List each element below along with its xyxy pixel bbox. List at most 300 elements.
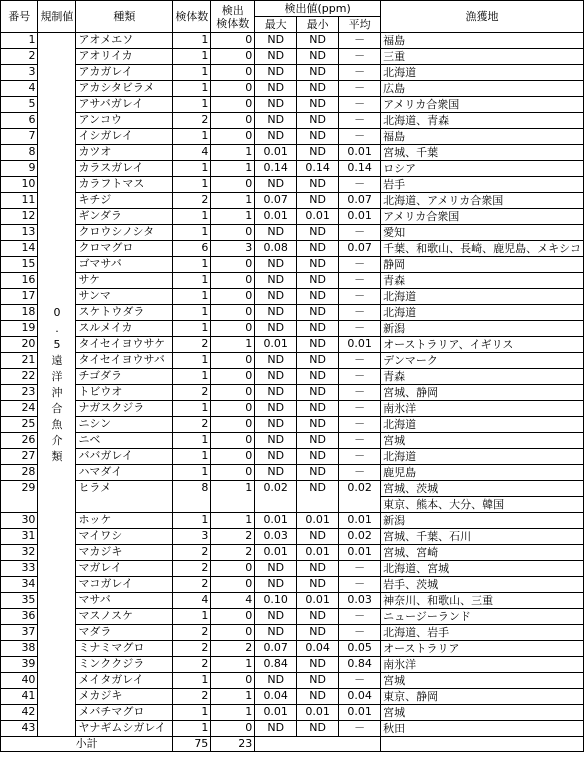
detected-count: 0 — [211, 625, 255, 641]
origin-location: 愛知 — [381, 225, 584, 241]
detected-count: 0 — [211, 673, 255, 689]
max-value: ND — [255, 65, 297, 81]
regulation-value-char: 洋 — [51, 369, 63, 383]
avg-value: － — [339, 353, 381, 369]
table-row — [1, 129, 584, 145]
origin-location: 宮城、静岡 — [381, 385, 584, 401]
origin-location: 青森 — [381, 273, 584, 289]
table-row — [1, 433, 584, 449]
row-number: 35 — [1, 593, 38, 609]
max-value: ND — [255, 257, 297, 273]
max-value: 0.01 — [255, 145, 297, 161]
origin-location: 鹿児島 — [381, 465, 584, 481]
max-value: ND — [255, 129, 297, 145]
min-value: ND — [297, 385, 339, 401]
species-name: アンコウ — [76, 113, 173, 129]
min-value: ND — [297, 33, 339, 49]
species-name: チゴダラ — [76, 369, 173, 385]
species-name: サケ — [76, 273, 173, 289]
table-row — [1, 577, 584, 593]
row-number: 3 — [1, 65, 38, 81]
origin-location: 南氷洋 — [381, 657, 584, 673]
species-name: アカガレイ — [76, 65, 173, 81]
table-row — [1, 177, 584, 193]
regulation-value-char: . — [55, 321, 59, 335]
avg-value: 0.01 — [339, 513, 381, 529]
table-row — [1, 113, 584, 129]
sample-count: 1 — [173, 513, 211, 529]
row-number: 17 — [1, 289, 38, 305]
detected-count: 1 — [211, 481, 255, 513]
origin-location: 岩手、茨城 — [381, 577, 584, 593]
max-value: 0.04 — [255, 689, 297, 705]
avg-value: 0.01 — [339, 209, 381, 225]
species-name: キチジ — [76, 193, 173, 209]
min-value: ND — [297, 561, 339, 577]
origin-location: 南氷洋 — [381, 401, 584, 417]
table-row — [1, 161, 584, 177]
sample-count: 1 — [173, 49, 211, 65]
row-number: 9 — [1, 161, 38, 177]
min-value: ND — [297, 145, 339, 161]
row-number: 5 — [1, 97, 38, 113]
sample-count: 1 — [173, 401, 211, 417]
species-name: メバチマグロ — [76, 705, 173, 721]
sample-count: 2 — [173, 625, 211, 641]
row-number: 14 — [1, 241, 38, 257]
table-row — [1, 257, 584, 273]
sample-count: 1 — [173, 609, 211, 625]
avg-value: 0.01 — [339, 705, 381, 721]
min-value: ND — [297, 337, 339, 353]
subtotal-label: 小計 — [1, 737, 173, 752]
max-value: ND — [255, 289, 297, 305]
min-value: 0.14 — [297, 161, 339, 177]
sample-count: 1 — [173, 129, 211, 145]
avg-value: 0.14 — [339, 161, 381, 177]
species-name: アサバガレイ — [76, 97, 173, 113]
table-row — [1, 401, 584, 417]
subtotal-origin-empty — [381, 737, 584, 752]
avg-value: 0.01 — [339, 337, 381, 353]
detected-count: 0 — [211, 417, 255, 433]
origin-location: 秋田 — [381, 721, 584, 737]
max-value: ND — [255, 465, 297, 481]
detected-count: 0 — [211, 273, 255, 289]
table-row — [1, 65, 584, 81]
avg-value: 0.07 — [339, 193, 381, 209]
avg-value: 0.05 — [339, 641, 381, 657]
max-value: ND — [255, 49, 297, 65]
origin-location: アメリカ合衆国 — [381, 97, 584, 113]
detected-count: 0 — [211, 177, 255, 193]
table-row — [1, 49, 584, 65]
max-value: ND — [255, 385, 297, 401]
row-number: 39 — [1, 657, 38, 673]
max-value: ND — [255, 433, 297, 449]
min-value: ND — [297, 417, 339, 433]
sample-count: 1 — [173, 33, 211, 49]
regulation-value-char: 介 — [51, 433, 63, 447]
avg-value: 0.04 — [339, 689, 381, 705]
avg-value: 0.02 — [339, 529, 381, 545]
min-value: ND — [297, 321, 339, 337]
sample-count: 4 — [173, 145, 211, 161]
origin-location: 福島 — [381, 129, 584, 145]
max-value: ND — [255, 577, 297, 593]
table-row — [1, 481, 584, 497]
origin-location: 北海道 — [381, 289, 584, 305]
row-number: 7 — [1, 129, 38, 145]
detected-count: 0 — [211, 401, 255, 417]
regulation-value-char: 5 — [53, 337, 61, 351]
detected-count: 1 — [211, 161, 255, 177]
avg-value: 0.03 — [339, 593, 381, 609]
avg-value: － — [339, 465, 381, 481]
min-value: ND — [297, 65, 339, 81]
row-number: 30 — [1, 513, 38, 529]
min-value: 0.01 — [297, 705, 339, 721]
sample-count: 2 — [173, 113, 211, 129]
max-value: ND — [255, 609, 297, 625]
row-number: 10 — [1, 177, 38, 193]
table-row — [1, 625, 584, 641]
max-value: 0.08 — [255, 241, 297, 257]
table-row — [1, 561, 584, 577]
avg-value: － — [339, 113, 381, 129]
max-value: ND — [255, 305, 297, 321]
detected-count: 0 — [211, 609, 255, 625]
detected-count: 0 — [211, 97, 255, 113]
avg-value: － — [339, 673, 381, 689]
species-name: ホッケ — [76, 513, 173, 529]
sample-count: 1 — [173, 97, 211, 113]
max-value: ND — [255, 449, 297, 465]
table-body — [1, 33, 584, 752]
detected-count: 0 — [211, 369, 255, 385]
table-row — [1, 705, 584, 721]
row-number: 13 — [1, 225, 38, 241]
sample-count: 2 — [173, 417, 211, 433]
sample-count: 1 — [173, 433, 211, 449]
table-row — [1, 689, 584, 705]
table-row — [1, 225, 584, 241]
species-name: スケトウダラ — [76, 305, 173, 321]
species-name: ゴマサバ — [76, 257, 173, 273]
table-row — [1, 385, 584, 401]
max-value: 0.84 — [255, 657, 297, 673]
sample-count: 2 — [173, 545, 211, 561]
avg-value: 0.84 — [339, 657, 381, 673]
min-value: ND — [297, 289, 339, 305]
origin-location: 福島 — [381, 33, 584, 49]
max-value: ND — [255, 353, 297, 369]
row-number: 28 — [1, 465, 38, 481]
subtotal-count: 75 — [173, 737, 211, 752]
detected-count: 0 — [211, 321, 255, 337]
avg-value: － — [339, 433, 381, 449]
table-row — [1, 321, 584, 337]
min-value: ND — [297, 257, 339, 273]
sample-count: 1 — [173, 257, 211, 273]
origin-location: 広島 — [381, 81, 584, 97]
species-name: マイワシ — [76, 529, 173, 545]
sample-count: 1 — [173, 673, 211, 689]
table-row — [1, 33, 584, 49]
header-count: 検体数 — [173, 1, 211, 33]
origin-location: 岩手 — [381, 177, 584, 193]
origin-location: 北海道、青森 — [381, 113, 584, 129]
origin-location: 宮城、宮崎 — [381, 545, 584, 561]
table-row — [1, 609, 584, 625]
species-name: スルメイカ — [76, 321, 173, 337]
min-value: 0.01 — [297, 209, 339, 225]
detected-count: 1 — [211, 513, 255, 529]
origin-location: 宮城 — [381, 673, 584, 689]
origin-location: 神奈川、和歌山、三重 — [381, 593, 584, 609]
species-name: ニシン — [76, 417, 173, 433]
species-name: マカジキ — [76, 545, 173, 561]
detected-count: 1 — [211, 689, 255, 705]
row-number: 42 — [1, 705, 38, 721]
max-value: ND — [255, 33, 297, 49]
max-value: ND — [255, 561, 297, 577]
row-number: 40 — [1, 673, 38, 689]
max-value: 0.01 — [255, 337, 297, 353]
row-number: 1 — [1, 33, 38, 49]
origin-location: ロシア — [381, 161, 584, 177]
max-value: 0.01 — [255, 513, 297, 529]
species-name: クロウシノシタ — [76, 225, 173, 241]
avg-value: － — [339, 401, 381, 417]
regulation-value-char: 遠 — [51, 353, 63, 367]
min-value: 0.04 — [297, 641, 339, 657]
detected-count: 1 — [211, 705, 255, 721]
detected-count: 0 — [211, 449, 255, 465]
min-value: ND — [297, 81, 339, 97]
min-value: 0.01 — [297, 593, 339, 609]
avg-value: 0.02 — [339, 481, 381, 513]
avg-value: － — [339, 33, 381, 49]
regulation-value-char: 0 — [53, 305, 61, 319]
detected-count: 1 — [211, 657, 255, 673]
sample-count: 4 — [173, 593, 211, 609]
avg-value: － — [339, 289, 381, 305]
avg-value: － — [339, 65, 381, 81]
sample-count: 3 — [173, 529, 211, 545]
min-value: ND — [297, 305, 339, 321]
max-value: 0.03 — [255, 529, 297, 545]
table-row — [1, 721, 584, 737]
max-value: 0.01 — [255, 545, 297, 561]
table-row — [1, 353, 584, 369]
species-name: マスノスケ — [76, 609, 173, 625]
row-number: 6 — [1, 113, 38, 129]
table-row — [1, 337, 584, 353]
sample-count: 1 — [173, 465, 211, 481]
species-name: マダラ — [76, 625, 173, 641]
detected-count: 1 — [211, 209, 255, 225]
avg-value: － — [339, 129, 381, 145]
avg-value: － — [339, 449, 381, 465]
regulation-value-char: 合 — [51, 401, 63, 415]
origin-location: 宮城、茨城 — [381, 481, 584, 497]
max-value: ND — [255, 417, 297, 433]
sample-count: 1 — [173, 305, 211, 321]
sample-count: 1 — [173, 321, 211, 337]
avg-value: 0.01 — [339, 145, 381, 161]
detected-count: 0 — [211, 49, 255, 65]
detected-count: 0 — [211, 257, 255, 273]
detected-count: 0 — [211, 353, 255, 369]
detected-count: 0 — [211, 113, 255, 129]
max-value: 0.07 — [255, 641, 297, 657]
header-no: 番号 — [1, 1, 38, 33]
origin-location: 宮城 — [381, 433, 584, 449]
header-kind: 種類 — [76, 1, 173, 33]
min-value: ND — [297, 193, 339, 209]
sample-count: 2 — [173, 193, 211, 209]
row-number: 41 — [1, 689, 38, 705]
row-number: 15 — [1, 257, 38, 273]
origin-location: 北海道 — [381, 449, 584, 465]
species-name: メイタガレイ — [76, 673, 173, 689]
species-name: ミナミマグロ — [76, 641, 173, 657]
origin-location: 静岡 — [381, 257, 584, 273]
table-row — [1, 529, 584, 545]
origin-location: 北海道、アメリカ合衆国 — [381, 193, 584, 209]
subtotal-empty — [255, 737, 381, 752]
avg-value: － — [339, 273, 381, 289]
row-number: 38 — [1, 641, 38, 657]
max-value: 0.07 — [255, 193, 297, 209]
table-row — [1, 81, 584, 97]
row-number: 29 — [1, 481, 38, 513]
avg-value: － — [339, 81, 381, 97]
avg-value: － — [339, 177, 381, 193]
max-value: 0.01 — [255, 705, 297, 721]
table-row — [1, 369, 584, 385]
sample-count: 8 — [173, 481, 211, 513]
species-name: アオリイカ — [76, 49, 173, 65]
max-value: 0.01 — [255, 209, 297, 225]
min-value: ND — [297, 177, 339, 193]
min-value: ND — [297, 577, 339, 593]
row-number: 27 — [1, 449, 38, 465]
sample-count: 1 — [173, 353, 211, 369]
min-value: 0.01 — [297, 513, 339, 529]
origin-location: 新潟 — [381, 321, 584, 337]
origin-location: 新潟 — [381, 513, 584, 529]
max-value: ND — [255, 401, 297, 417]
row-number: 11 — [1, 193, 38, 209]
table-row — [1, 641, 584, 657]
species-name: タイセイヨウサケ — [76, 337, 173, 353]
table-row — [1, 273, 584, 289]
min-value: ND — [297, 673, 339, 689]
header-detected-count: 検出 検体数 — [211, 1, 255, 33]
sample-count: 1 — [173, 369, 211, 385]
species-name: ニベ — [76, 433, 173, 449]
species-name: カツオ — [76, 145, 173, 161]
origin-location: 北海道 — [381, 65, 584, 81]
sample-count: 1 — [173, 161, 211, 177]
min-value: ND — [297, 401, 339, 417]
sample-count: 1 — [173, 273, 211, 289]
row-number: 12 — [1, 209, 38, 225]
table-row — [1, 289, 584, 305]
detected-count: 0 — [211, 385, 255, 401]
min-value: ND — [297, 113, 339, 129]
regulation-value-char: 魚 — [51, 417, 63, 431]
row-number: 33 — [1, 561, 38, 577]
max-value: ND — [255, 225, 297, 241]
row-number: 26 — [1, 433, 38, 449]
sample-count: 2 — [173, 561, 211, 577]
origin-location: 千葉、和歌山、長崎、鹿児島、メキシコ — [381, 241, 584, 257]
avg-value: － — [339, 385, 381, 401]
sample-count: 1 — [173, 65, 211, 81]
table-row — [1, 209, 584, 225]
avg-value: － — [339, 49, 381, 65]
header-avg: 平均 — [339, 17, 381, 33]
row-number: 24 — [1, 401, 38, 417]
max-value: ND — [255, 625, 297, 641]
regulation-value-char: 沖 — [51, 385, 63, 399]
detected-count: 0 — [211, 81, 255, 97]
avg-value: － — [339, 561, 381, 577]
origin-location: 北海道 — [381, 417, 584, 433]
sample-count: 1 — [173, 721, 211, 737]
detected-count: 4 — [211, 593, 255, 609]
min-value: ND — [297, 721, 339, 737]
avg-value: － — [339, 321, 381, 337]
detected-count: 0 — [211, 561, 255, 577]
avg-value: － — [339, 305, 381, 321]
sample-count: 2 — [173, 577, 211, 593]
table-row — [1, 673, 584, 689]
table-row — [1, 97, 584, 113]
max-value: 0.02 — [255, 481, 297, 513]
avg-value: － — [339, 609, 381, 625]
species-name: クロマグロ — [76, 241, 173, 257]
sample-count: 2 — [173, 657, 211, 673]
avg-value: － — [339, 625, 381, 641]
avg-value: 0.07 — [339, 241, 381, 257]
min-value: ND — [297, 129, 339, 145]
min-value: ND — [297, 481, 339, 513]
min-value: ND — [297, 353, 339, 369]
min-value: 0.01 — [297, 545, 339, 561]
detected-count: 0 — [211, 577, 255, 593]
detected-count: 2 — [211, 545, 255, 561]
max-value: ND — [255, 97, 297, 113]
detected-count: 1 — [211, 193, 255, 209]
avg-value: － — [339, 225, 381, 241]
max-value: ND — [255, 321, 297, 337]
species-name: アオメエソ — [76, 33, 173, 49]
table-row — [1, 417, 584, 433]
species-name: マガレイ — [76, 561, 173, 577]
avg-value: － — [339, 97, 381, 113]
row-number: 2 — [1, 49, 38, 65]
species-name: トビウオ — [76, 385, 173, 401]
detected-count: 0 — [211, 721, 255, 737]
min-value: ND — [297, 625, 339, 641]
min-value: ND — [297, 225, 339, 241]
origin-location: 東京、熊本、大分、韓国 — [381, 497, 584, 513]
row-number: 43 — [1, 721, 38, 737]
